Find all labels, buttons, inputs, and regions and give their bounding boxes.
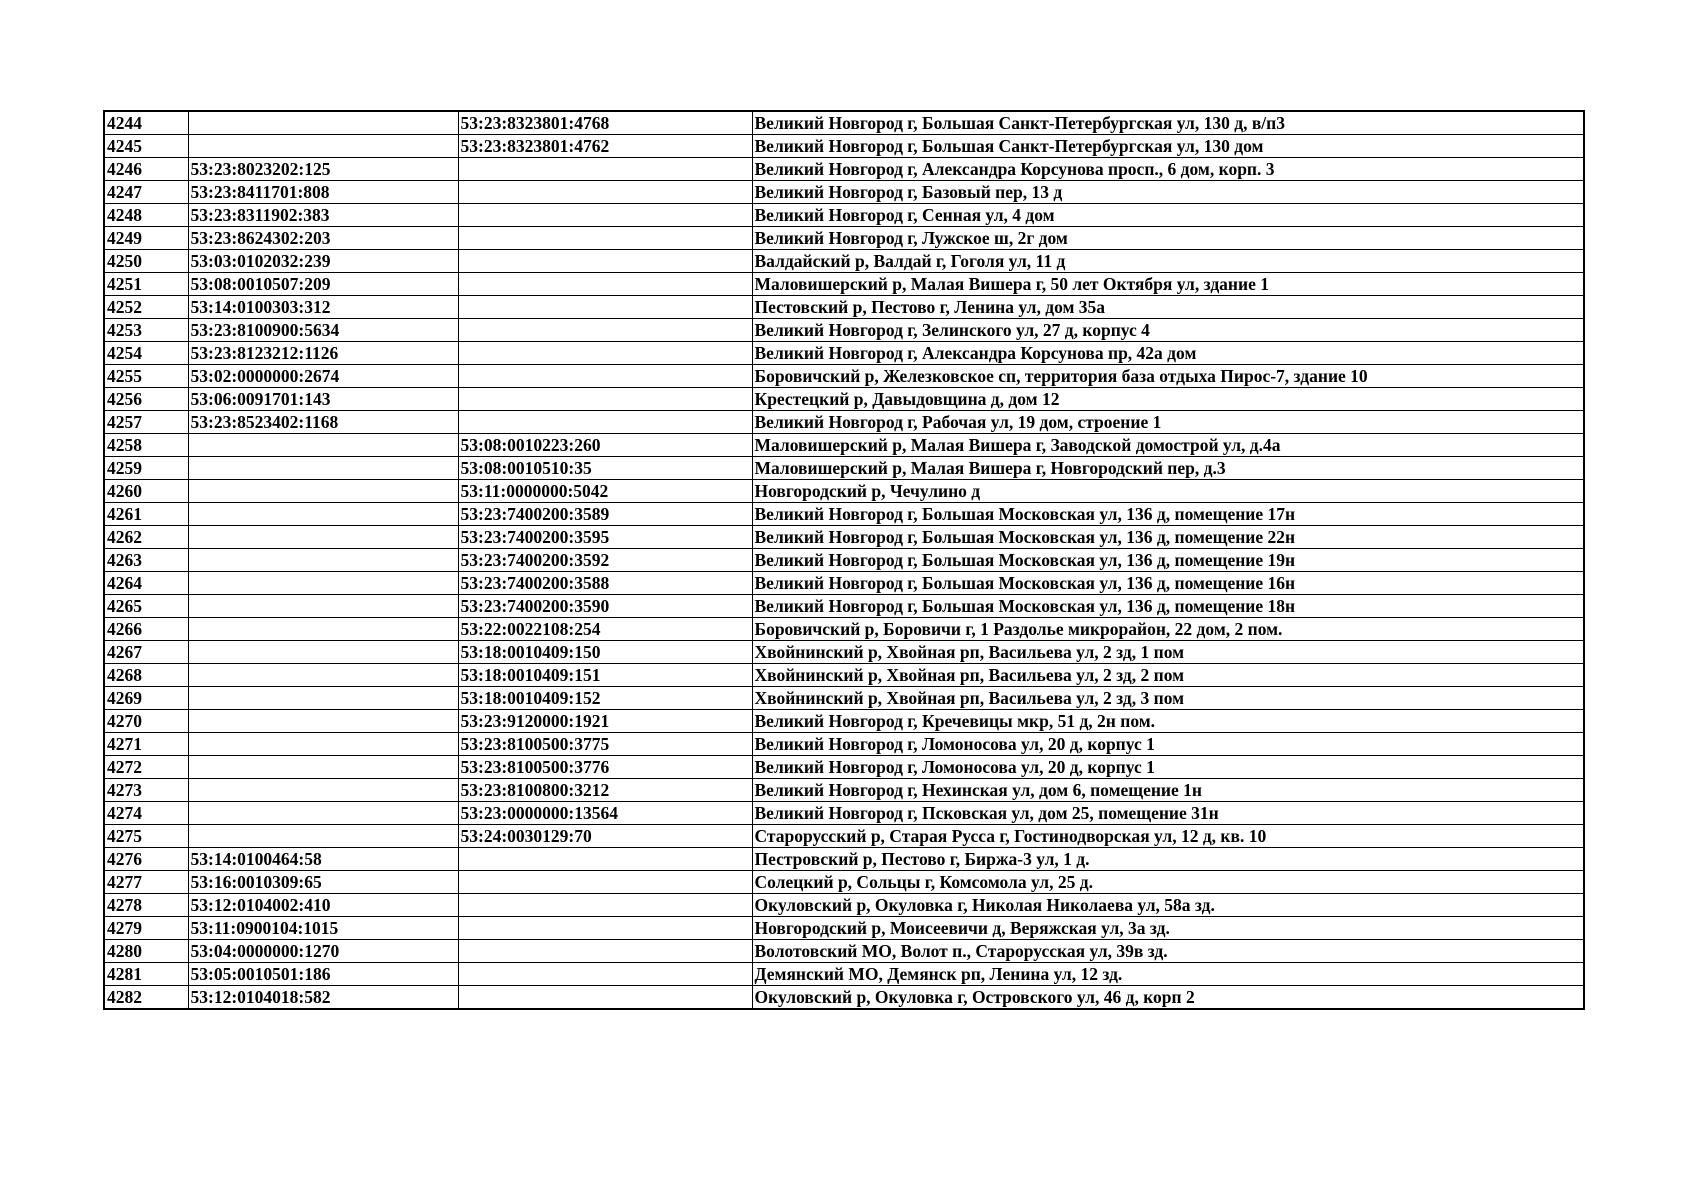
cadastral-number-alt-cell: 53:18:0010409:151	[458, 664, 752, 687]
cadastral-number-alt-cell	[458, 388, 752, 411]
row-number-cell: 4266	[104, 618, 188, 641]
table-row	[104, 848, 1584, 871]
address-cell: Хвойнинский р, Хвойная рп, Васильева ул, 2 зд, 3 пом	[752, 687, 1584, 710]
row-number-cell: 4279	[104, 917, 188, 940]
table-row	[104, 894, 1584, 917]
table-row	[104, 825, 1584, 848]
row-number-cell: 4259	[104, 457, 188, 480]
row-number-cell: 4245	[104, 135, 188, 158]
row-number-cell: 4269	[104, 687, 188, 710]
table-row	[104, 641, 1584, 664]
table-row	[104, 158, 1584, 181]
cadastral-number-cell: 53:06:0091701:143	[188, 388, 458, 411]
address-cell: Великий Новгород г, Нехинская ул, дом 6, помещение 1н	[752, 779, 1584, 802]
address-cell: Пестовский р, Пестово г, Ленина ул, дом 35а	[752, 296, 1584, 319]
address-cell: Маловишерский р, Малая Вишера г, Новгородский пер, д.3	[752, 457, 1584, 480]
address-cell: Великий Новгород г, Большая Московская ул, 136 д, помещение 17н	[752, 503, 1584, 526]
cadastral-number-alt-cell: 53:23:8323801:4762	[458, 135, 752, 158]
address-cell: Великий Новгород г, Большая Санкт-Петербургская ул, 130 дом	[752, 135, 1584, 158]
cadastral-number-alt-cell: 53:24:0030129:70	[458, 825, 752, 848]
cadastral-number-cell: 53:04:0000000:1270	[188, 940, 458, 963]
row-number-cell: 4262	[104, 526, 188, 549]
address-cell: Великий Новгород г, Большая Санкт-Петербургская ул, 130 д, в/п3	[752, 111, 1584, 135]
cadastral-number-cell	[188, 733, 458, 756]
cadastral-number-alt-cell	[458, 158, 752, 181]
address-cell: Старорусский р, Старая Русса г, Гостинодворская ул, 12 д, кв. 10	[752, 825, 1584, 848]
cadastral-number-alt-cell: 53:23:8100500:3775	[458, 733, 752, 756]
cadastral-number-alt-cell	[458, 296, 752, 319]
cadastral-number-cell	[188, 687, 458, 710]
row-number-cell: 4246	[104, 158, 188, 181]
address-cell: Волотовский МО, Волот п., Старорусская ул, 39в зд.	[752, 940, 1584, 963]
table-row	[104, 111, 1584, 135]
cadastral-number-cell: 53:08:0010507:209	[188, 273, 458, 296]
row-number-cell: 4244	[104, 111, 188, 135]
cadastral-number-cell: 53:14:0100464:58	[188, 848, 458, 871]
table-row	[104, 319, 1584, 342]
cadastral-number-alt-cell: 53:23:7400200:3592	[458, 549, 752, 572]
cadastral-number-alt-cell: 53:22:0022108:254	[458, 618, 752, 641]
cadastral-number-cell	[188, 526, 458, 549]
table-row	[104, 779, 1584, 802]
table-row	[104, 503, 1584, 526]
cadastral-number-cell: 53:23:8023202:125	[188, 158, 458, 181]
cadastral-number-alt-cell: 53:08:0010223:260	[458, 434, 752, 457]
cadastral-number-cell: 53:23:8311902:383	[188, 204, 458, 227]
table-row	[104, 802, 1584, 825]
table-row	[104, 733, 1584, 756]
cadastral-number-cell	[188, 111, 458, 135]
address-cell: Боровичский р, Боровичи г, 1 Раздолье микрорайон, 22 дом, 2 пом.	[752, 618, 1584, 641]
cadastral-number-alt-cell: 53:23:8323801:4768	[458, 111, 752, 135]
cadastral-number-cell	[188, 664, 458, 687]
table-row	[104, 917, 1584, 940]
table-row	[104, 687, 1584, 710]
row-number-cell: 4268	[104, 664, 188, 687]
table-row	[104, 273, 1584, 296]
cadastral-number-cell: 53:23:8523402:1168	[188, 411, 458, 434]
row-number-cell: 4277	[104, 871, 188, 894]
address-cell: Боровичский р, Железковское сп, территория база отдыха Пирос-7, здание 10	[752, 365, 1584, 388]
cadastral-number-alt-cell: 53:23:7400200:3588	[458, 572, 752, 595]
table-row	[104, 756, 1584, 779]
row-number-cell: 4256	[104, 388, 188, 411]
cadastral-number-cell: 53:11:0900104:1015	[188, 917, 458, 940]
cadastral-number-alt-cell: 53:18:0010409:152	[458, 687, 752, 710]
row-number-cell: 4260	[104, 480, 188, 503]
row-number-cell: 4278	[104, 894, 188, 917]
address-cell: Маловишерский р, Малая Вишера г, 50 лет Октября ул, здание 1	[752, 273, 1584, 296]
cadastral-number-cell: 53:16:0010309:65	[188, 871, 458, 894]
table-row	[104, 227, 1584, 250]
row-number-cell: 4247	[104, 181, 188, 204]
cadastral-number-cell	[188, 135, 458, 158]
cadastral-number-alt-cell	[458, 894, 752, 917]
row-number-cell: 4275	[104, 825, 188, 848]
cadastral-number-cell	[188, 457, 458, 480]
cadastral-number-cell	[188, 710, 458, 733]
cadastral-number-alt-cell	[458, 848, 752, 871]
table-row	[104, 480, 1584, 503]
address-cell: Великий Новгород г, Большая Московская ул, 136 д, помещение 22н	[752, 526, 1584, 549]
cadastral-number-alt-cell: 53:23:7400200:3590	[458, 595, 752, 618]
cadastral-number-cell	[188, 779, 458, 802]
row-number-cell: 4249	[104, 227, 188, 250]
row-number-cell: 4263	[104, 549, 188, 572]
row-number-cell: 4253	[104, 319, 188, 342]
cadastral-number-alt-cell: 53:18:0010409:150	[458, 641, 752, 664]
cadastral-number-alt-cell: 53:08:0010510:35	[458, 457, 752, 480]
row-number-cell: 4248	[104, 204, 188, 227]
address-cell: Демянский МО, Демянск рп, Ленина ул, 12 зд.	[752, 963, 1584, 986]
address-cell: Великий Новгород г, Базовый пер, 13 д	[752, 181, 1584, 204]
table-row	[104, 549, 1584, 572]
table-row	[104, 135, 1584, 158]
address-cell: Валдайский р, Валдай г, Гоголя ул, 11 д	[752, 250, 1584, 273]
row-number-cell: 4264	[104, 572, 188, 595]
row-number-cell: 4273	[104, 779, 188, 802]
table-row	[104, 595, 1584, 618]
table-row	[104, 365, 1584, 388]
address-cell: Крестецкий р, Давыдовщина д, дом 12	[752, 388, 1584, 411]
address-cell: Великий Новгород г, Ломоносова ул, 20 д, корпус 1	[752, 756, 1584, 779]
table-row	[104, 618, 1584, 641]
cadastral-number-cell: 53:14:0100303:312	[188, 296, 458, 319]
cadastral-number-cell: 53:23:8123212:1126	[188, 342, 458, 365]
row-number-cell: 4254	[104, 342, 188, 365]
cadastral-number-alt-cell	[458, 227, 752, 250]
cadastral-number-alt-cell	[458, 986, 752, 1010]
cadastral-number-cell	[188, 641, 458, 664]
address-cell: Новгородский р, Моисеевичи д, Веряжская ул, 3а зд.	[752, 917, 1584, 940]
row-number-cell: 4265	[104, 595, 188, 618]
table-row	[104, 204, 1584, 227]
table-row	[104, 296, 1584, 319]
address-cell: Окуловский р, Окуловка г, Николая Николаева ул, 58а зд.	[752, 894, 1584, 917]
address-cell: Великий Новгород г, Псковская ул, дом 25, помещение 31н	[752, 802, 1584, 825]
cadastral-number-cell: 53:05:0010501:186	[188, 963, 458, 986]
cadastral-number-alt-cell: 53:23:9120000:1921	[458, 710, 752, 733]
address-cell: Хвойнинский р, Хвойная рп, Васильева ул, 2 зд, 1 пом	[752, 641, 1584, 664]
address-cell: Окуловский р, Окуловка г, Островского ул, 46 д, корп 2	[752, 986, 1584, 1010]
address-cell: Солецкий р, Сольцы г, Комсомола ул, 25 д.	[752, 871, 1584, 894]
cadastral-number-cell: 53:12:0104018:582	[188, 986, 458, 1010]
cadastral-number-alt-cell	[458, 411, 752, 434]
cadastral-number-cell	[188, 802, 458, 825]
cadastral-number-cell	[188, 825, 458, 848]
cadastral-number-alt-cell	[458, 917, 752, 940]
table-row	[104, 986, 1584, 1010]
cadastral-number-alt-cell: 53:11:0000000:5042	[458, 480, 752, 503]
row-number-cell: 4282	[104, 986, 188, 1010]
cadastral-number-alt-cell	[458, 319, 752, 342]
cadastral-number-cell: 53:02:0000000:2674	[188, 365, 458, 388]
row-number-cell: 4251	[104, 273, 188, 296]
cadastral-number-cell	[188, 503, 458, 526]
table-row	[104, 342, 1584, 365]
cadastral-number-cell	[188, 595, 458, 618]
address-cell: Маловишерский р, Малая Вишера г, Заводской домострой ул, д.4а	[752, 434, 1584, 457]
cadastral-number-alt-cell	[458, 204, 752, 227]
cadastral-number-cell	[188, 434, 458, 457]
row-number-cell: 4258	[104, 434, 188, 457]
cadastral-number-alt-cell: 53:23:8100800:3212	[458, 779, 752, 802]
table-row	[104, 388, 1584, 411]
cadastral-number-cell	[188, 549, 458, 572]
table-row	[104, 411, 1584, 434]
cadastral-number-alt-cell	[458, 871, 752, 894]
table-row	[104, 434, 1584, 457]
row-number-cell: 4255	[104, 365, 188, 388]
address-cell: Великий Новгород г, Кречевицы мкр, 51 д, 2н пом.	[752, 710, 1584, 733]
cadastral-number-cell: 53:03:0102032:239	[188, 250, 458, 273]
address-cell: Великий Новгород г, Сенная ул, 4 дом	[752, 204, 1584, 227]
row-number-cell: 4274	[104, 802, 188, 825]
table-row	[104, 664, 1584, 687]
address-cell: Великий Новгород г, Александра Корсунова пр, 42а дом	[752, 342, 1584, 365]
cadastral-number-alt-cell	[458, 181, 752, 204]
cadastral-number-alt-cell	[458, 250, 752, 273]
registry-table	[103, 110, 1585, 1010]
row-number-cell: 4261	[104, 503, 188, 526]
table-row	[104, 457, 1584, 480]
table-row	[104, 250, 1584, 273]
row-number-cell: 4257	[104, 411, 188, 434]
cadastral-number-cell	[188, 618, 458, 641]
address-cell: Великий Новгород г, Ломоносова ул, 20 д, корпус 1	[752, 733, 1584, 756]
table-row	[104, 572, 1584, 595]
row-number-cell: 4272	[104, 756, 188, 779]
row-number-cell: 4252	[104, 296, 188, 319]
cadastral-number-alt-cell: 53:23:7400200:3589	[458, 503, 752, 526]
address-cell: Великий Новгород г, Александра Корсунова просп., 6 дом, корп. 3	[752, 158, 1584, 181]
address-cell: Великий Новгород г, Лужское ш, 2г дом	[752, 227, 1584, 250]
table-row	[104, 940, 1584, 963]
cadastral-number-cell: 53:23:8624302:203	[188, 227, 458, 250]
row-number-cell: 4267	[104, 641, 188, 664]
cadastral-number-alt-cell: 53:23:0000000:13564	[458, 802, 752, 825]
address-cell: Великий Новгород г, Зелинского ул, 27 д, корпус 4	[752, 319, 1584, 342]
row-number-cell: 4250	[104, 250, 188, 273]
cadastral-number-cell	[188, 756, 458, 779]
cadastral-number-alt-cell	[458, 365, 752, 388]
address-cell: Великий Новгород г, Большая Московская ул, 136 д, помещение 16н	[752, 572, 1584, 595]
cadastral-number-alt-cell	[458, 273, 752, 296]
cadastral-number-alt-cell	[458, 963, 752, 986]
table-row	[104, 963, 1584, 986]
cadastral-number-cell	[188, 480, 458, 503]
address-cell: Великий Новгород г, Большая Московская ул, 136 д, помещение 19н	[752, 549, 1584, 572]
table-row	[104, 710, 1584, 733]
cadastral-number-cell: 53:12:0104002:410	[188, 894, 458, 917]
address-cell: Новгородский р, Чечулино д	[752, 480, 1584, 503]
table-row	[104, 526, 1584, 549]
address-cell: Великий Новгород г, Большая Московская ул, 136 д, помещение 18н	[752, 595, 1584, 618]
address-cell: Хвойнинский р, Хвойная рп, Васильева ул, 2 зд, 2 пом	[752, 664, 1584, 687]
table-row	[104, 181, 1584, 204]
cadastral-number-alt-cell	[458, 940, 752, 963]
cadastral-number-alt-cell: 53:23:8100500:3776	[458, 756, 752, 779]
row-number-cell: 4281	[104, 963, 188, 986]
row-number-cell: 4280	[104, 940, 188, 963]
cadastral-number-alt-cell: 53:23:7400200:3595	[458, 526, 752, 549]
row-number-cell: 4271	[104, 733, 188, 756]
table-row	[104, 871, 1584, 894]
cadastral-number-cell: 53:23:8411701:808	[188, 181, 458, 204]
cadastral-number-alt-cell	[458, 342, 752, 365]
row-number-cell: 4270	[104, 710, 188, 733]
registry-table-body	[104, 111, 1584, 1009]
address-cell: Великий Новгород г, Рабочая ул, 19 дом, строение 1	[752, 411, 1584, 434]
cadastral-number-cell: 53:23:8100900:5634	[188, 319, 458, 342]
row-number-cell: 4276	[104, 848, 188, 871]
cadastral-number-cell	[188, 572, 458, 595]
address-cell: Пестровский р, Пестово г, Биржа-3 ул, 1 д.	[752, 848, 1584, 871]
